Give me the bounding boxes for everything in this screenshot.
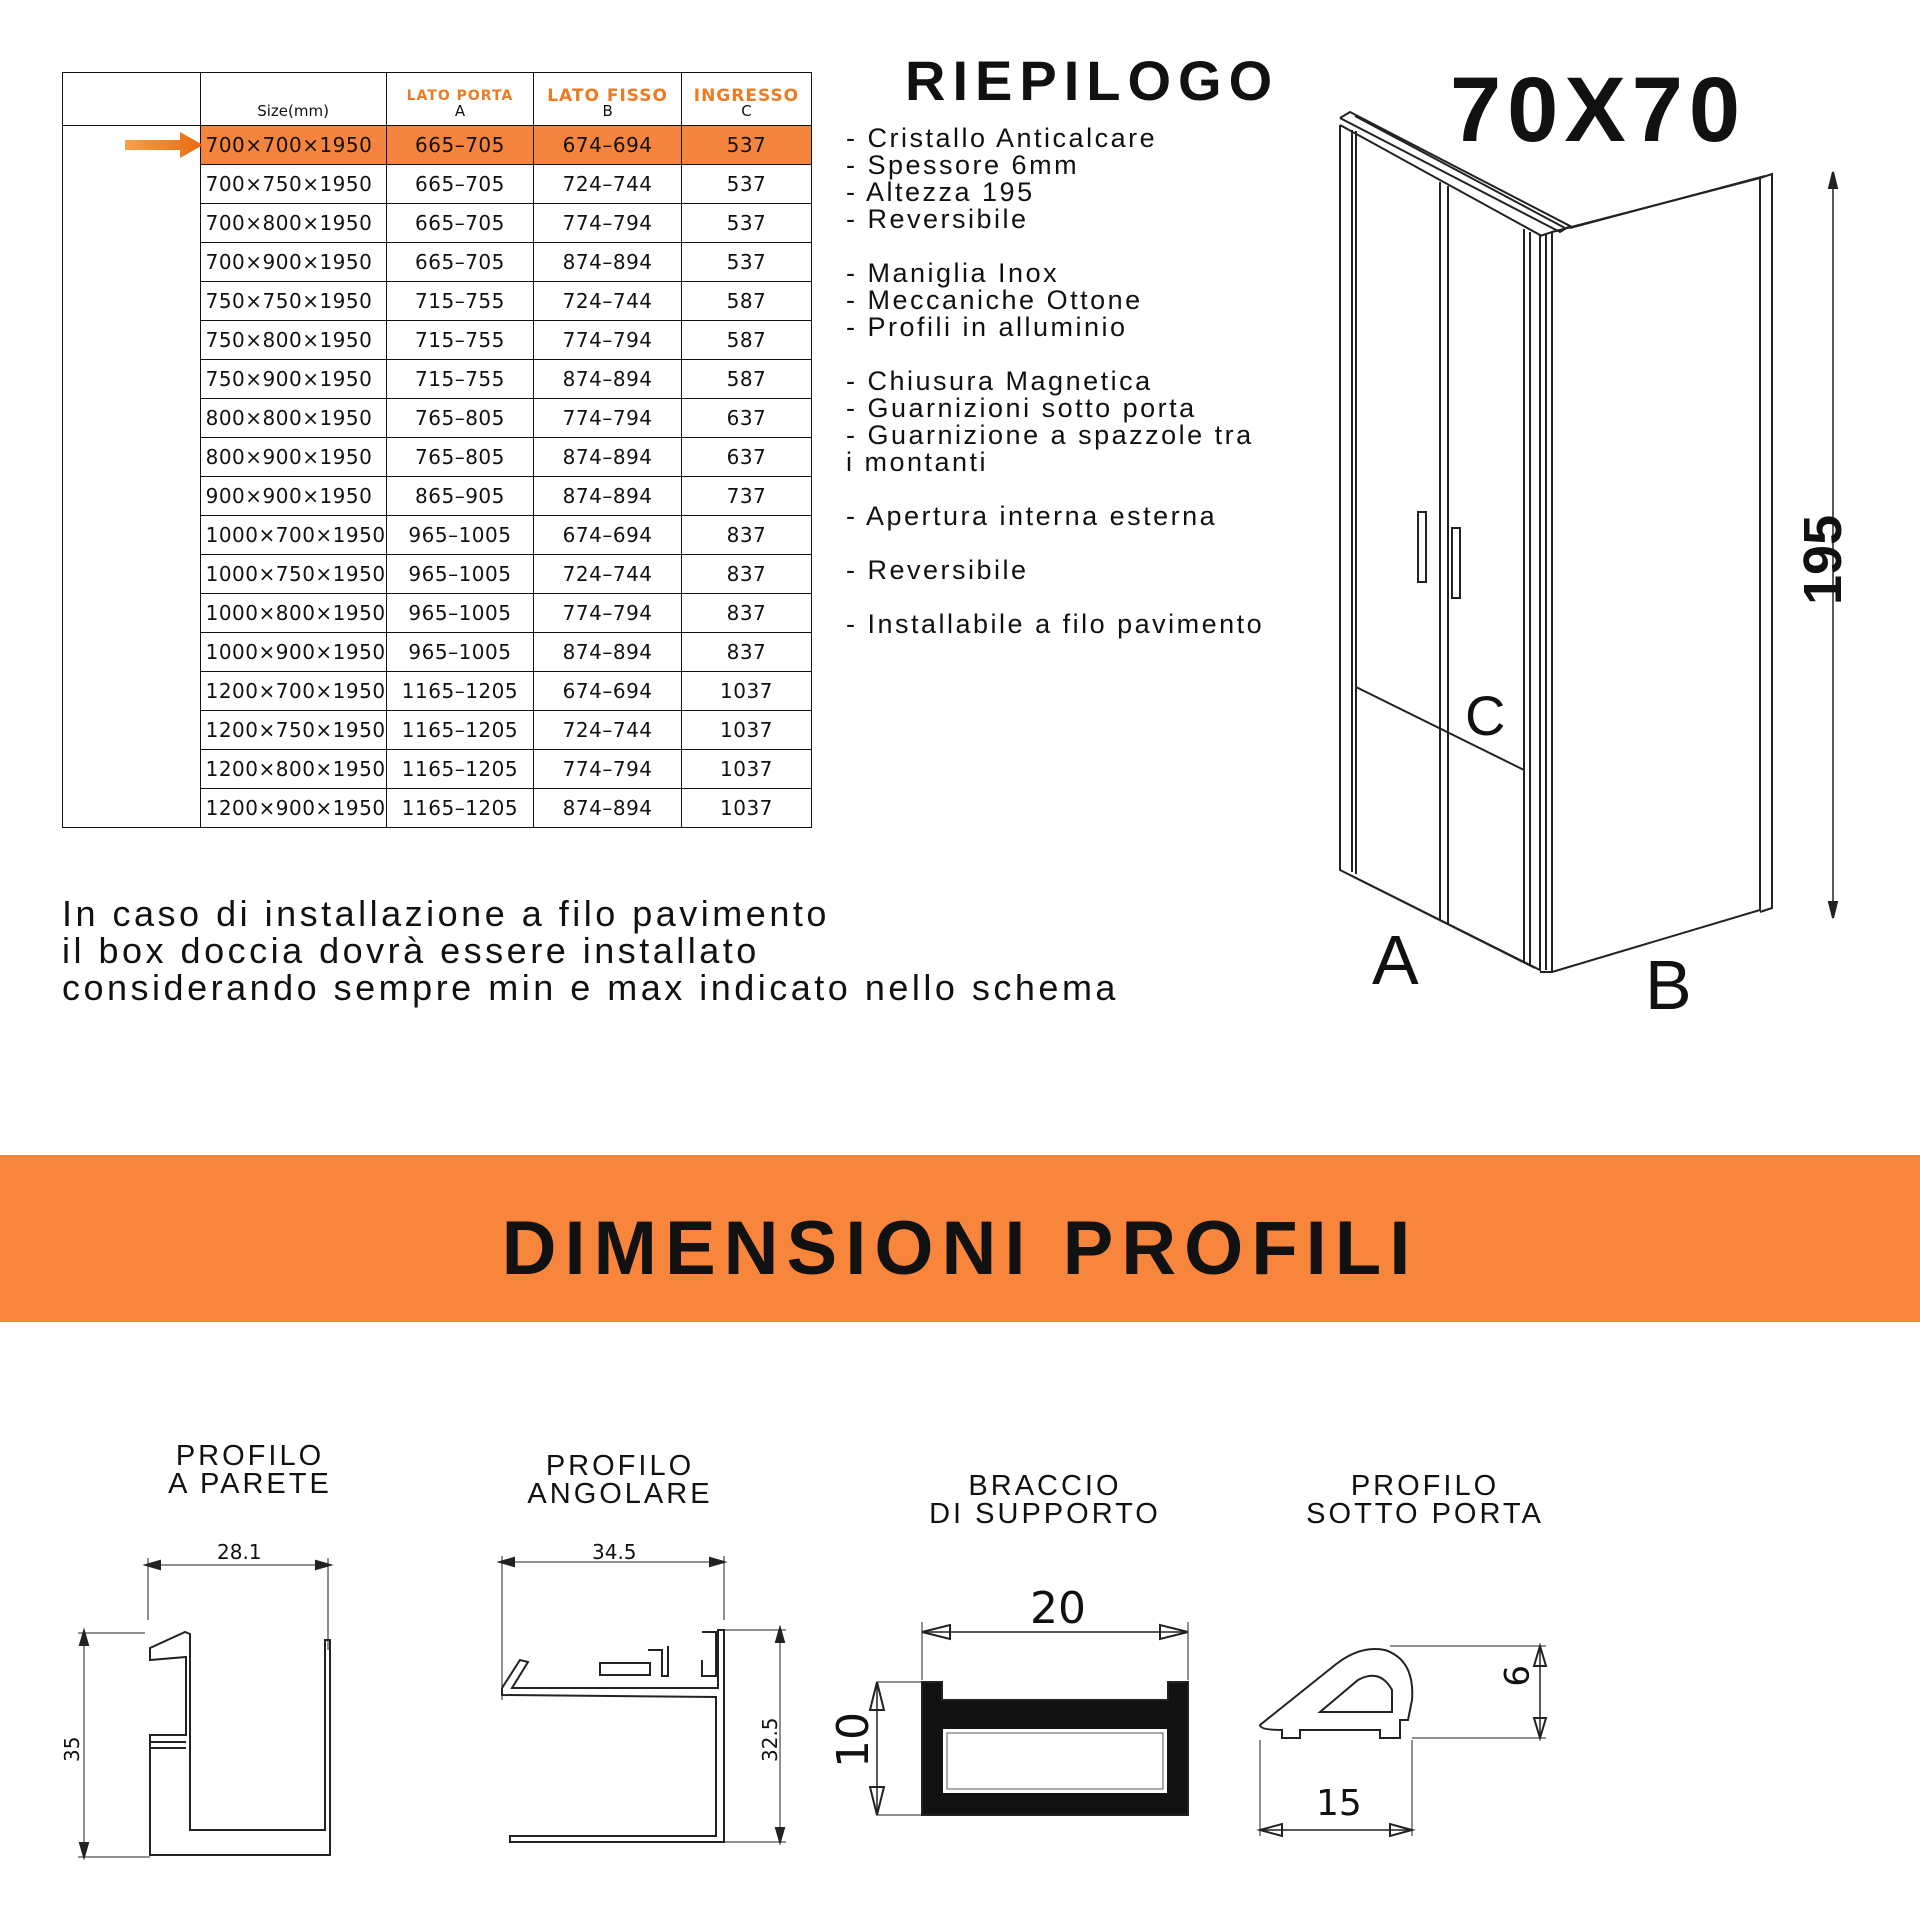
feature-item: i montanti <box>846 447 989 477</box>
table-cell-size: 800×800×1950 <box>200 399 386 438</box>
table-cell-b: 674–694 <box>534 672 682 711</box>
header-ingresso: INGRESSO C <box>681 73 811 126</box>
table-cell-b: 874–894 <box>534 633 682 672</box>
table-cell-c: 537 <box>681 204 811 243</box>
table-cell-b: 674–694 <box>534 516 682 555</box>
table-cell-size: 750×800×1950 <box>200 321 386 360</box>
table-cell-c: 537 <box>681 165 811 204</box>
profile-title-braccio: BRACCIO DI SUPPORTO <box>929 1470 1161 1530</box>
label-c: C <box>1465 684 1506 747</box>
header-lato-fisso: LATO FISSO B <box>534 73 682 126</box>
table-cell-c: 637 <box>681 399 811 438</box>
dim-width-braccio: 20 <box>1030 1583 1086 1634</box>
feature-group <box>846 260 1264 341</box>
table-cell-b: 774–794 <box>534 399 682 438</box>
feature-item: - Reversibile <box>846 204 1029 234</box>
table-cell-b: 724–744 <box>534 282 682 321</box>
table-cell-a: 765–805 <box>386 399 534 438</box>
table-cell-a: 765–805 <box>386 438 534 477</box>
table-cell-size: 800×900×1950 <box>200 438 386 477</box>
dim-height-sotto-porta: 9 <box>1495 1665 1535 1687</box>
dim-height-parete: 35 <box>60 1736 84 1762</box>
profile-sotto-porta-drawing <box>1240 1630 1560 1850</box>
table-body <box>63 126 812 828</box>
table-cell-size: 750×900×1950 <box>200 360 386 399</box>
table-cell-c: 1037 <box>681 711 811 750</box>
table-cell-a: 665–705 <box>386 165 534 204</box>
feature-item: - Apertura interna esterna <box>846 501 1218 531</box>
table-cell-c: 537 <box>681 243 811 282</box>
table-cell-b: 874–894 <box>534 360 682 399</box>
table-cell-size: 700×750×1950 <box>200 165 386 204</box>
label-b: B <box>1645 946 1692 1024</box>
table-cell-b: 874–894 <box>534 789 682 828</box>
table-cell-c: 537 <box>681 126 811 165</box>
feature-list <box>846 125 1264 665</box>
table-cell-b: 774–794 <box>534 321 682 360</box>
table-cell-size: 1000×700×1950 <box>200 516 386 555</box>
table-cell-c: 587 <box>681 360 811 399</box>
table-cell-c: 587 <box>681 282 811 321</box>
table-cell-b: 874–894 <box>534 477 682 516</box>
table-cell-a: 715–755 <box>386 360 534 399</box>
dim-width-angolare: 34.5 <box>592 1540 637 1564</box>
table-cell-a: 865–905 <box>386 477 534 516</box>
table-cell-size: 1000×800×1950 <box>200 594 386 633</box>
profile-angolare-drawing <box>480 1540 800 1860</box>
feature-item: - Altezza 195 <box>846 177 1035 207</box>
table-cell-size: 900×900×1950 <box>200 477 386 516</box>
feature-group <box>846 125 1264 233</box>
feature-group <box>846 368 1264 476</box>
table-cell-c: 837 <box>681 594 811 633</box>
profile-title-angolare: PROFILO ANGOLARE <box>527 1450 713 1510</box>
table-cell-size: 1200×800×1950 <box>200 750 386 789</box>
table-cell-size: 1200×900×1950 <box>200 789 386 828</box>
table-cell-a: 1165–1205 <box>386 750 534 789</box>
table-cell-c: 1037 <box>681 750 811 789</box>
table-cell-c: 837 <box>681 633 811 672</box>
table-cell-a: 1165–1205 <box>386 711 534 750</box>
note-line: In caso di installazione a filo pavimento <box>62 893 830 934</box>
summary-title: RIEPILOGO <box>905 49 1280 112</box>
table-cell-size: 700×800×1950 <box>200 204 386 243</box>
feature-item: - Guarnizione a spazzole tra <box>846 420 1254 450</box>
feature-item: - Installabile a filo pavimento <box>846 609 1265 639</box>
table-cell-a: 715–755 <box>386 321 534 360</box>
profile-title-sotto-porta: PROFILO SOTTO PORTA <box>1306 1470 1544 1530</box>
dim-width-sotto-porta: 15 <box>1316 1783 1362 1824</box>
feature-group <box>846 503 1264 530</box>
table-cell-b: 724–744 <box>534 165 682 204</box>
profile-title-parete: PROFILO A PARETE <box>168 1440 332 1500</box>
table-cell-c: 737 <box>681 477 811 516</box>
note-line: considerando sempre min e max indicato nello schema <box>62 967 1119 1008</box>
feature-item: - Profili in alluminio <box>846 312 1128 342</box>
label-a: A <box>1372 921 1419 999</box>
note-line: il box doccia dovrà essere installato <box>62 930 760 971</box>
table-cell-c: 837 <box>681 516 811 555</box>
header-blank <box>63 73 201 126</box>
feature-item: - Chiusura Magnetica <box>846 366 1153 396</box>
installation-note <box>62 895 1119 1006</box>
table-cell-a: 665–705 <box>386 126 534 165</box>
header-lato-porta: LATO PORTA A <box>386 73 534 126</box>
table-cell-c: 1037 <box>681 672 811 711</box>
table-cell-size: 700×900×1950 <box>200 243 386 282</box>
dim-width-parete: 28.1 <box>217 1540 262 1564</box>
table-cell-a: 665–705 <box>386 243 534 282</box>
table-cell-c: 837 <box>681 555 811 594</box>
table-cell-c: 587 <box>681 321 811 360</box>
table-cell-a: 715–755 <box>386 282 534 321</box>
table-header-row <box>63 73 812 126</box>
table-cell-b: 774–794 <box>534 750 682 789</box>
feature-item: - Meccaniche Ottone <box>846 285 1143 315</box>
table-cell-b: 774–794 <box>534 594 682 633</box>
feature-item: - Spessore 6mm <box>846 150 1080 180</box>
header-size: Size(mm) <box>200 73 386 126</box>
table-cell-size: 1000×750×1950 <box>200 555 386 594</box>
dim-height-braccio: 10 <box>828 1712 879 1768</box>
table-cell-a: 1165–1205 <box>386 789 534 828</box>
table-cell-b: 724–744 <box>534 711 682 750</box>
section-title: DIMENSIONI PROFILI <box>501 1206 1419 1291</box>
product-size: 70X70 <box>1450 59 1747 161</box>
feature-group <box>846 557 1264 584</box>
table-cell-c: 637 <box>681 438 811 477</box>
dim-height-angolare: 32.5 <box>758 1717 782 1762</box>
feature-group <box>846 611 1264 638</box>
table-cell-b: 724–744 <box>534 555 682 594</box>
table-cell-size: 750×750×1950 <box>200 282 386 321</box>
table-cell-size: 1200×700×1950 <box>200 672 386 711</box>
table-cell-size: 700×700×1950 <box>200 126 386 165</box>
table-cell-b: 874–894 <box>534 243 682 282</box>
size-table <box>62 72 812 828</box>
table-cell-a: 965–1005 <box>386 594 534 633</box>
table-cell-a: 965–1005 <box>386 516 534 555</box>
table-cell-a: 965–1005 <box>386 555 534 594</box>
feature-item: - Guarnizioni sotto porta <box>846 393 1197 423</box>
table-cell-b: 674–694 <box>534 126 682 165</box>
profile-braccio-drawing <box>860 1620 1200 1830</box>
table-cell-a: 965–1005 <box>386 633 534 672</box>
table-cell-c: 1037 <box>681 789 811 828</box>
profile-parete-drawing <box>50 1540 350 1870</box>
feature-item: - Maniglia Inox <box>846 258 1060 288</box>
table-cell-a: 1165–1205 <box>386 672 534 711</box>
table-cell-b: 874–894 <box>534 438 682 477</box>
table-cell-a: 665–705 <box>386 204 534 243</box>
table-cell-size: 1000×900×1950 <box>200 633 386 672</box>
table-cell-b: 774–794 <box>534 204 682 243</box>
feature-item: - Cristallo Anticalcare <box>846 123 1158 153</box>
height-label: 195 <box>1793 514 1853 605</box>
arrow-right-icon <box>125 130 205 160</box>
table-cell-size: 1200×750×1950 <box>200 711 386 750</box>
table-blank-cell <box>63 126 201 828</box>
feature-item: - Reversibile <box>846 555 1029 585</box>
